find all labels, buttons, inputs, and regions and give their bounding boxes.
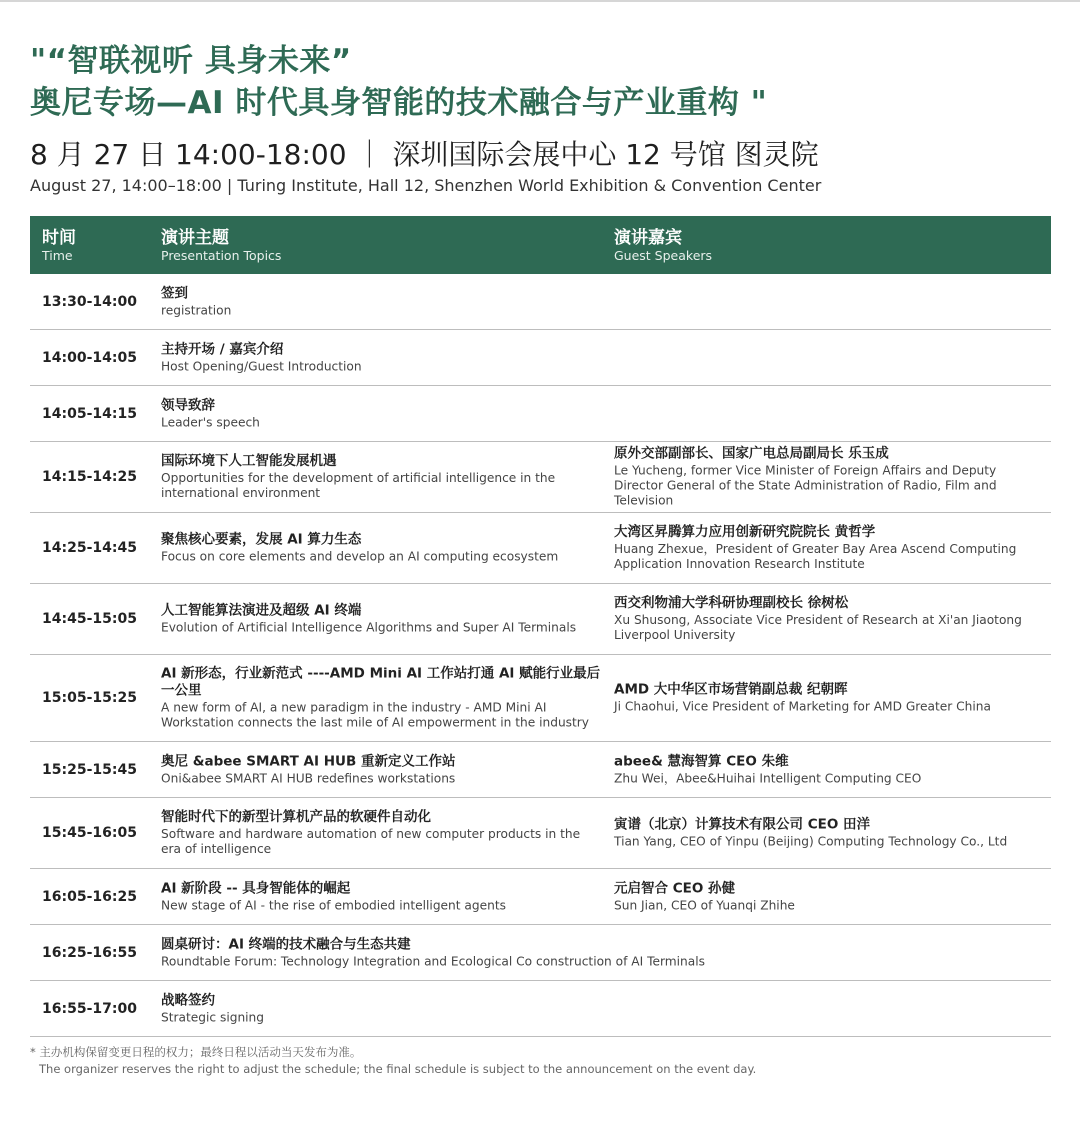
row-time: 14:15-14:25 [42, 469, 137, 485]
topic-en: Software and hardware automation of new computer products in the era of intelligence [161, 827, 581, 856]
table-row [30, 798, 1051, 869]
table-row [30, 442, 1051, 513]
table-row [30, 513, 1051, 584]
row-speaker [614, 682, 1044, 715]
topic-en: Opportunities for the development of artificial intelligence in the international environment [161, 471, 556, 500]
header-speaker [614, 228, 712, 263]
topic-cn: 奥尼 &abee SMART AI HUB 重新定义工作站 [161, 753, 456, 769]
topic-en: Strategic signing [161, 1010, 265, 1024]
row-time: 16:25-16:55 [42, 944, 137, 961]
row-speaker [614, 817, 1044, 850]
row-time: 14:45-15:05 [42, 611, 137, 627]
header-speaker-en: Guest Speakers [614, 248, 713, 263]
topic-cn: 战略签约 [161, 992, 215, 1008]
topic-en: Evolution of Artificial Intelligence Algorithms and Super AI Terminals [161, 620, 577, 635]
row-topic [161, 397, 601, 430]
topic-en: Host Opening/Guest Introduction [161, 359, 362, 373]
topic-en: registration [161, 303, 232, 317]
schedule-table [30, 216, 1051, 1037]
row-time: 15:45-16:05 [42, 825, 137, 841]
row-speaker [614, 595, 1044, 643]
row-time: 15:25-15:45 [42, 761, 137, 778]
footnote-cn: * 主办机构保留变更日程的权力；最终日程以活动当天发布为准。 [30, 1045, 362, 1059]
header-time [42, 228, 76, 263]
speaker-en: Ji Chaohui, Vice President of Marketing for AMD Greater China [614, 699, 991, 714]
topic-en: Focus on core elements and develop an AI computing ecosystem [161, 549, 559, 564]
speaker-en: Zhu Wei，Abee&Huihai Intelligent Computing CEO [614, 771, 922, 785]
row-topic [161, 532, 601, 565]
header-topic [161, 228, 281, 263]
topic-en: New stage of AI - the rise of embodied intelligent agents [161, 898, 506, 912]
topic-cn: 国际环境下人工智能发展机遇 [161, 453, 337, 469]
topic-cn: 签到 [161, 285, 188, 301]
header-speaker-cn: 演讲嘉宾 [614, 228, 682, 248]
row-speaker [614, 753, 1044, 786]
speaker-en: Huang Zhexue，President of Greater Bay Area Ascend Computing Application Innovation Research Institute [614, 542, 1017, 571]
table-row [30, 655, 1051, 742]
row-topic [161, 880, 601, 913]
speaker-cn: 元启智合 CEO 孙健 [614, 880, 736, 896]
row-topic [161, 341, 601, 374]
header-time-en: Time [42, 248, 73, 263]
top-rule [0, 0, 1080, 2]
topic-en: Oni&abee SMART AI HUB redefines workstations [161, 771, 456, 785]
speaker-en: Tian Yang, CEO of Yinpu (Beijing) Computing Technology Co., Ltd [614, 834, 1008, 849]
row-topic [161, 285, 601, 318]
speaker-cn: 寅谱（北京）计算技术有限公司 CEO 田洋 [614, 816, 871, 833]
topic-cn: 智能时代下的新型计算机产品的软硬件自动化 [161, 809, 431, 825]
row-time: 14:00-14:05 [42, 349, 137, 366]
page-title [30, 40, 767, 124]
speaker-cn: 大湾区昇腾算力应用创新研究院院长 黄哲学 [614, 524, 876, 540]
row-speaker [614, 880, 1044, 913]
table-row [30, 869, 1051, 925]
table-row [30, 584, 1051, 655]
topic-en: Roundtable Forum: Technology Integration and Ecological Co construction of AI Terminals [161, 954, 705, 968]
topic-cn: 领导致辞 [161, 397, 215, 413]
topic-cn: 人工智能算法演进及超级 AI 终端 [161, 602, 362, 619]
row-time: 15:05-15:25 [42, 690, 137, 706]
table-row [30, 981, 1051, 1037]
table-row [30, 274, 1051, 330]
event-date-cn: 8 月 27 日 14:00-18:00 ｜ 深圳国际会展中心 12 号馆 图灵院 [30, 138, 819, 171]
topic-en: A new form of AI, a new paradigm in the industry - AMD Mini AI Workstation connects the last mile of AI empowerment in the industry [161, 700, 590, 730]
speaker-cn: abee& 慧海智算 CEO 朱维 [614, 753, 789, 769]
topic-cn: AI 新阶段 -- 具身智能体的崛起 [161, 880, 351, 896]
row-time: 16:55-17:00 [42, 1000, 137, 1017]
table-header [30, 216, 1051, 274]
topic-cn: AI 新形态，行业新范式 ----AMD Mini AI 工作站打通 AI 赋能行业最后一公里 [161, 665, 601, 699]
row-speaker [614, 524, 1044, 572]
table-row [30, 925, 1051, 981]
row-time: 14:25-14:45 [42, 540, 137, 556]
table-row [30, 742, 1051, 798]
topic-cn: 聚焦核心要素，发展 AI 算力生态 [161, 531, 362, 548]
topic-cn: 圆桌研讨：AI 终端的技术融合与生态共建 [161, 936, 411, 952]
row-time: 13:30-14:00 [42, 293, 137, 310]
speaker-en: Le Yucheng, former Vice Minister of Foreign Affairs and Deputy Director General of the State Administration of Radio, Film and Television [614, 463, 997, 508]
row-topic [161, 809, 601, 857]
row-topic [161, 936, 1041, 969]
header-time-cn: 时间 [42, 228, 76, 248]
row-topic [161, 666, 601, 731]
title-line-2: 奥尼专场—AI 时代具身智能的技术融合与产业重构 " [30, 85, 768, 121]
row-time: 14:05-14:15 [42, 405, 137, 422]
speaker-cn: 原外交部副部长、国家广电总局副局长 乐玉成 [614, 445, 889, 462]
row-time: 16:05-16:25 [42, 888, 137, 905]
topic-cn: 主持开场 / 嘉宾介绍 [161, 341, 284, 357]
speaker-cn: AMD 大中华区市场营销副总裁 纪朝晖 [614, 681, 848, 698]
row-topic [161, 453, 601, 501]
table-row [30, 330, 1051, 386]
header-topic-cn: 演讲主题 [161, 228, 229, 248]
row-topic [161, 753, 601, 786]
row-topic [161, 992, 601, 1025]
table-row [30, 386, 1051, 442]
title-line-1: "“智联视听 具身未来” [30, 43, 352, 79]
event-date-en: August 27, 14:00–18:00 | Turing Institute, Hall 12, Shenzhen World Exhibition & Convention Center [30, 176, 822, 195]
topic-en: Leader's speech [161, 415, 260, 429]
header-topic-en: Presentation Topics [161, 248, 282, 263]
speaker-cn: 西交利物浦大学科研协理副校长 徐树松 [614, 595, 849, 611]
speaker-en: Xu Shusong, Associate Vice President of Research at Xi'an Jiaotong Liverpool University [614, 613, 1022, 642]
row-topic [161, 603, 601, 636]
footnote [30, 1044, 756, 1078]
footnote-en: The organizer reserves the right to adjust the schedule; the final schedule is subject to the announcement on the event day. [39, 1062, 757, 1076]
speaker-en: Sun Jian, CEO of Yuanqi Zhihe [614, 898, 795, 912]
row-speaker [614, 446, 1044, 509]
